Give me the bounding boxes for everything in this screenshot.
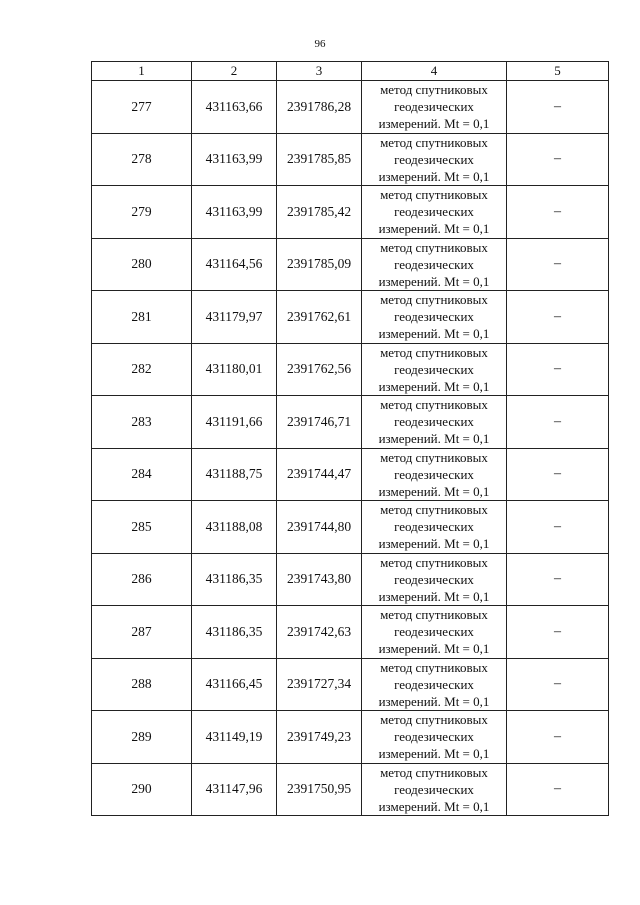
point-number-cell: 284: [92, 448, 192, 501]
point-number-cell: 286: [92, 553, 192, 606]
note-cell: –: [507, 291, 609, 344]
table-row: [92, 396, 609, 449]
point-number-cell: 279: [92, 186, 192, 239]
method-line: геодезических: [394, 781, 474, 797]
y-coordinate-cell: 2391727,34: [277, 658, 362, 711]
table-row: [92, 448, 609, 501]
method-line: метод спутниковых: [380, 449, 488, 465]
y-coordinate-cell: 2391762,56: [277, 343, 362, 396]
method-line: метод спутниковых: [380, 134, 488, 150]
method-line: геодезических: [394, 204, 474, 220]
table-body: [92, 81, 609, 816]
x-coordinate-cell: 431191,66: [192, 396, 277, 449]
note-cell: –: [507, 343, 609, 396]
method-cell: [362, 553, 507, 606]
note-cell: –: [507, 501, 609, 554]
table-row: [92, 553, 609, 606]
y-coordinate-cell: 2391744,80: [277, 501, 362, 554]
method-line: геодезических: [394, 309, 474, 325]
method-cell: [362, 343, 507, 396]
method-line: метод спутниковых: [380, 82, 488, 98]
x-coordinate-cell: 431188,75: [192, 448, 277, 501]
method-line: геодезических: [394, 466, 474, 482]
method-line: метод спутниковых: [380, 187, 488, 203]
method-cell: [362, 658, 507, 711]
x-coordinate-cell: 431188,08: [192, 501, 277, 554]
y-coordinate-cell: 2391786,28: [277, 81, 362, 134]
method-line: метод спутниковых: [380, 712, 488, 728]
x-coordinate-cell: 431149,19: [192, 711, 277, 764]
method-cell: [362, 448, 507, 501]
method-line: геодезических: [394, 151, 474, 167]
y-coordinate-cell: 2391785,85: [277, 133, 362, 186]
y-coordinate-cell: 2391743,80: [277, 553, 362, 606]
method-line: геодезических: [394, 519, 474, 535]
method-line: метод спутниковых: [380, 764, 488, 780]
method-cell: [362, 81, 507, 134]
note-cell: –: [507, 186, 609, 239]
method-line: измерений. Mt = 0,1: [378, 378, 490, 394]
method-line: измерений. Mt = 0,1: [378, 483, 490, 499]
table-row: [92, 238, 609, 291]
method-line: метод спутниковых: [380, 292, 488, 308]
point-number-cell: 289: [92, 711, 192, 764]
note-cell: –: [507, 238, 609, 291]
coordinates-table: [91, 61, 609, 816]
point-number-cell: 280: [92, 238, 192, 291]
point-number-cell: 287: [92, 606, 192, 659]
x-coordinate-cell: 431186,35: [192, 553, 277, 606]
note-cell: –: [507, 133, 609, 186]
method-line: геодезических: [394, 256, 474, 272]
method-line: геодезических: [394, 361, 474, 377]
method-cell: [362, 186, 507, 239]
y-coordinate-cell: 2391744,47: [277, 448, 362, 501]
x-coordinate-cell: 431163,99: [192, 186, 277, 239]
table-row: [92, 763, 609, 816]
method-line: измерений. Mt = 0,1: [378, 326, 490, 342]
method-line: метод спутниковых: [380, 502, 488, 518]
table-row: [92, 81, 609, 134]
point-number-cell: 278: [92, 133, 192, 186]
method-line: метод спутниковых: [380, 554, 488, 570]
table-row: [92, 711, 609, 764]
y-coordinate-cell: 2391785,09: [277, 238, 362, 291]
method-line: метод спутниковых: [380, 607, 488, 623]
method-line: измерений. Mt = 0,1: [378, 746, 490, 762]
table-row: [92, 658, 609, 711]
point-number-cell: 282: [92, 343, 192, 396]
note-cell: –: [507, 448, 609, 501]
y-coordinate-cell: 2391749,23: [277, 711, 362, 764]
method-line: геодезических: [394, 414, 474, 430]
method-line: геодезических: [394, 676, 474, 692]
y-coordinate-cell: 2391750,95: [277, 763, 362, 816]
x-coordinate-cell: 431163,99: [192, 133, 277, 186]
x-coordinate-cell: 431186,35: [192, 606, 277, 659]
x-coordinate-cell: 431166,45: [192, 658, 277, 711]
method-line: метод спутниковых: [380, 659, 488, 675]
note-cell: –: [507, 81, 609, 134]
page-number: 96: [314, 38, 326, 50]
note-cell: –: [507, 606, 609, 659]
column-header-4: 4: [362, 62, 507, 81]
method-cell: [362, 501, 507, 554]
column-header-2: 2: [192, 62, 277, 81]
method-line: геодезических: [394, 729, 474, 745]
column-header-5: 5: [507, 62, 609, 81]
method-cell: [362, 763, 507, 816]
note-cell: –: [507, 763, 609, 816]
point-number-cell: 281: [92, 291, 192, 344]
method-line: измерений. Mt = 0,1: [378, 168, 490, 184]
x-coordinate-cell: 431163,66: [192, 81, 277, 134]
point-number-cell: 277: [92, 81, 192, 134]
point-number-cell: 283: [92, 396, 192, 449]
y-coordinate-cell: 2391746,71: [277, 396, 362, 449]
column-header-1: 1: [92, 62, 192, 81]
method-line: измерений. Mt = 0,1: [378, 431, 490, 447]
column-header-3: 3: [277, 62, 362, 81]
table-row: [92, 291, 609, 344]
method-cell: [362, 396, 507, 449]
table-row: [92, 343, 609, 396]
note-cell: –: [507, 396, 609, 449]
table-row: [92, 606, 609, 659]
note-cell: –: [507, 553, 609, 606]
method-line: метод спутниковых: [380, 239, 488, 255]
note-cell: –: [507, 658, 609, 711]
method-line: геодезических: [394, 99, 474, 115]
point-number-cell: 288: [92, 658, 192, 711]
method-cell: [362, 711, 507, 764]
method-cell: [362, 606, 507, 659]
x-coordinate-cell: 431180,01: [192, 343, 277, 396]
method-line: геодезических: [394, 571, 474, 587]
table-row: [92, 501, 609, 554]
method-cell: [362, 133, 507, 186]
method-line: метод спутниковых: [380, 397, 488, 413]
point-number-cell: 290: [92, 763, 192, 816]
method-line: метод спутниковых: [380, 344, 488, 360]
method-cell: [362, 291, 507, 344]
method-line: измерений. Mt = 0,1: [378, 536, 490, 552]
method-line: геодезических: [394, 624, 474, 640]
x-coordinate-cell: 431179,97: [192, 291, 277, 344]
method-line: измерений. Mt = 0,1: [378, 116, 490, 132]
method-line: измерений. Mt = 0,1: [378, 221, 490, 237]
x-coordinate-cell: 431147,96: [192, 763, 277, 816]
method-line: измерений. Mt = 0,1: [378, 641, 490, 657]
y-coordinate-cell: 2391785,42: [277, 186, 362, 239]
method-line: измерений. Mt = 0,1: [378, 798, 490, 814]
table-row: [92, 133, 609, 186]
method-line: измерений. Mt = 0,1: [378, 273, 490, 289]
method-cell: [362, 238, 507, 291]
table-row: [92, 186, 609, 239]
table-header-row: [92, 62, 609, 81]
note-cell: –: [507, 711, 609, 764]
y-coordinate-cell: 2391762,61: [277, 291, 362, 344]
y-coordinate-cell: 2391742,63: [277, 606, 362, 659]
method-line: измерений. Mt = 0,1: [378, 588, 490, 604]
x-coordinate-cell: 431164,56: [192, 238, 277, 291]
point-number-cell: 285: [92, 501, 192, 554]
method-line: измерений. Mt = 0,1: [378, 693, 490, 709]
